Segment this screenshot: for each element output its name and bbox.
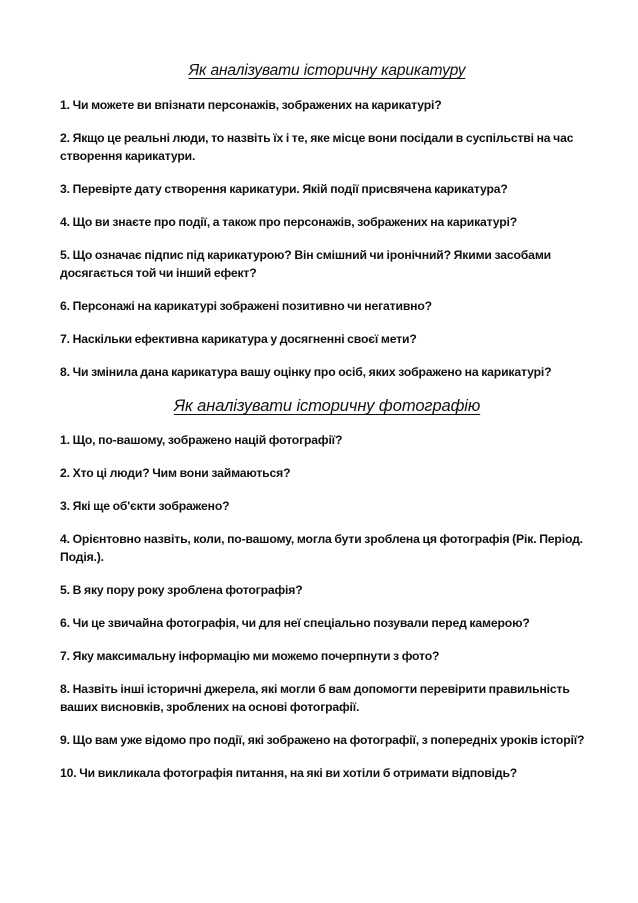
photo-question: 4. Орієнтовно назвіть, коли, по-вашому, могла бути зроблена ця фотографія (Рік. Період. Подія.). (60, 532, 583, 564)
photo-question: 1. Що, по-вашому, зображено націй фотографії? (60, 433, 343, 447)
caricature-question: 5. Що означає підпис під карикатурою? Він смішний чи іронічний? Якими засобами досягається той чи інший ефект? (60, 248, 552, 280)
caricature-question: 6. Персонажі на карикатурі зображені позитивно чи негативно? (60, 299, 432, 313)
caricature-question: 7. Наскільки ефективна карикатура у досягненні своєї мети? (60, 332, 417, 346)
caricature-question: 3. Перевірте дату створення карикатури. Якій події присвячена карикатура? (60, 182, 508, 196)
photo-question: 7. Яку максимальну інформацію ми можемо почерпнути з фото? (60, 649, 440, 663)
photo-question: 3. Які ще об'єкти зображено? (60, 499, 230, 513)
photo-question: 6. Чи це звичайна фотографія, чи для неї спеціально позували перед камерою? (60, 616, 530, 630)
caricature-question: 2. Якщо це реальні люди, то назвіть їх і те, яке місце вони посідали в суспільстві на час створення карикатури. (60, 131, 574, 163)
photo-question: 8. Назвіть інші історичні джерела, які могли б вам допомогти перевірити правильність ваших висновків, зроблених на основі фотографії. (60, 682, 570, 714)
caricature-question: 8. Чи змінила дана карикатура вашу оцінку про осіб, яких зображено на карикатурі? (60, 365, 552, 379)
caricature-question: 1. Чи можете ви впізнати персонажів, зображених на карикатурі? (60, 98, 442, 112)
photo-question: 10. Чи викликала фотографія питання, на які ви хотіли б отримати відповідь? (60, 766, 518, 780)
caricature-question: 4. Що ви знаєте про події, а також про персонажів, зображених на карикатурі? (60, 215, 518, 229)
section-title-photograph: Як аналізувати історичну фотографію (173, 397, 481, 415)
section-title-caricature: Як аналізувати історичну карикатуру (188, 62, 466, 79)
photo-question: 5. В яку пору року зроблена фотографія? (60, 583, 303, 597)
photo-question: 9. Що вам уже відомо про події, які зображено на фотографії, з попередніх уроків історії? (60, 733, 585, 747)
photo-question: 2. Хто ці люди? Чим вони займаються? (60, 466, 291, 480)
